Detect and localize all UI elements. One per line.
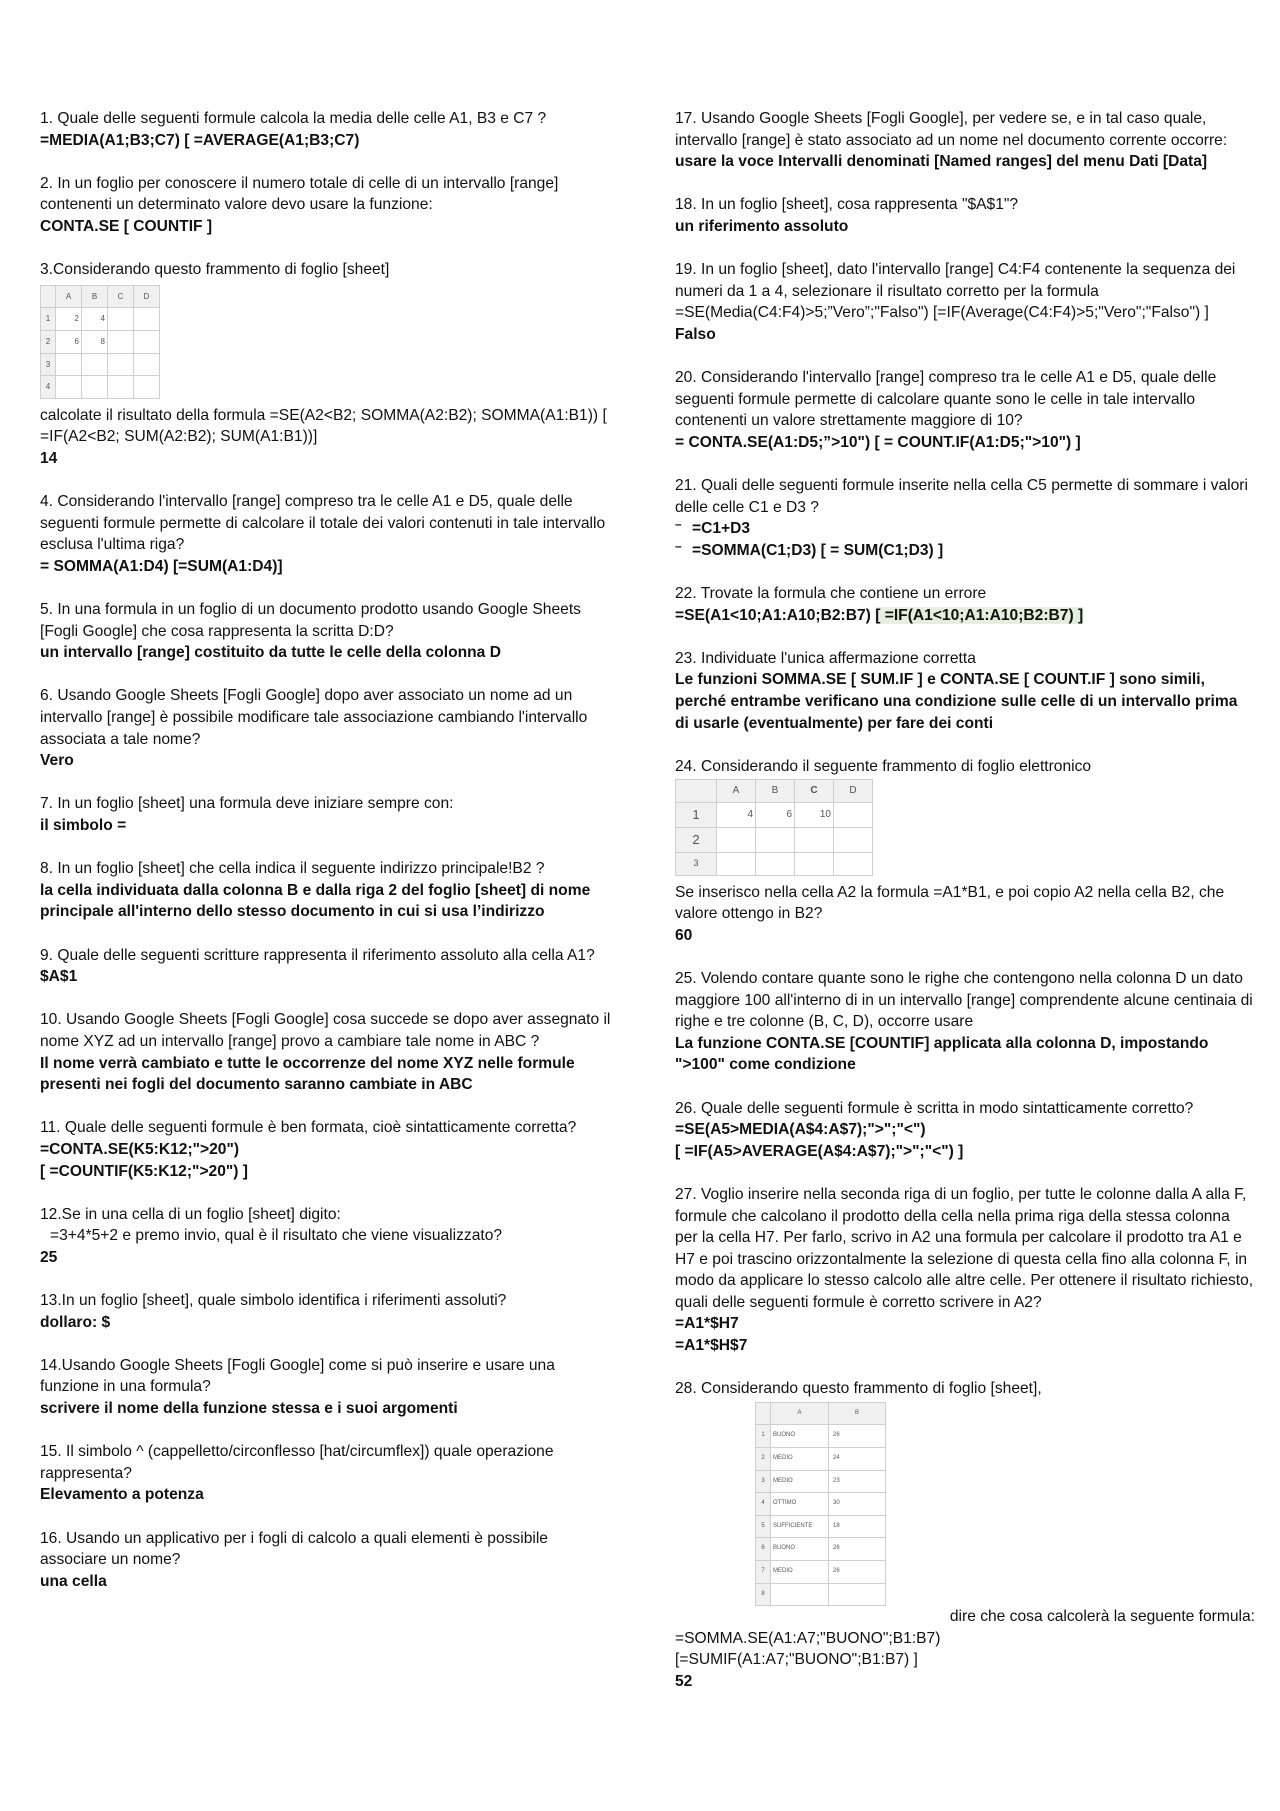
corner-cell [676, 780, 717, 803]
sheet-fragment-q3 [40, 285, 160, 399]
question-24 [675, 756, 1255, 947]
question-text-continued: calcolate il risultato della formula =SE(A2<B2; SOMMA(A2:B2); SOMMA(A1:B1)) [ =IF(A2<B2; SUM(A2:B2); SUM(A1:B1))] [40, 406, 607, 446]
question-text: 18. In un foglio [sheet], cosa rappresenta "$A$1"? [675, 196, 1019, 214]
answer-text: Elevamento a potenza [40, 1486, 204, 1504]
right-column [675, 108, 1255, 1714]
question-text: 10. Usando Google Sheets [Fogli Google] cosa succede se dopo aver assegnato il nome XYZ ad un intervallo [range] provo a cambiare tale nome in ABC ? [40, 1011, 611, 1050]
row-header: 2 [41, 330, 56, 353]
sheet-cell: 23 [829, 1470, 886, 1493]
answer-text: un riferimento assoluto [675, 217, 849, 235]
column-header: A [771, 1402, 829, 1425]
sheet-cell [56, 353, 82, 376]
question-1 [40, 108, 615, 151]
sheet-cell [756, 828, 795, 853]
question-text: 5. In una formula in un foglio di un documento prodotto usando Google Sheets [Fogli Google] che cosa rappresenta la scritta D:D? [40, 601, 581, 640]
question-14 [40, 1355, 615, 1420]
question-2 [40, 173, 615, 238]
answer-text: CONTA.SE [ COUNTIF ] [40, 217, 213, 235]
sheet-cell: 30 [829, 1493, 886, 1516]
sheet-cell [717, 828, 756, 853]
sheet-cell: BUONO [771, 1538, 829, 1561]
sheet-cell: 4 [82, 308, 108, 331]
sheet-cell: 6 [56, 330, 82, 353]
answer-text: 52 [675, 1672, 693, 1690]
row-header: 4 [41, 376, 56, 399]
answer-text: =CONTA.SE(K5:K12;">20") [40, 1140, 240, 1158]
question-13 [40, 1290, 615, 1333]
sheet-cell [829, 1583, 886, 1606]
sheet-cell: 10 [795, 803, 834, 828]
question-text: 21. Quali delle seguenti formule inserite nella cella C5 permette di sommare i valori delle celle C1 e D3 ? [675, 477, 1248, 516]
question-18 [675, 194, 1255, 237]
answer-text-alt: [ =IF(A5>AVERAGE(A$4:A$7);">";"<") ] [675, 1142, 964, 1160]
row-header: 1 [676, 803, 717, 828]
sheet-cell: MEDIO [771, 1561, 829, 1584]
answer-text: usare la voce Intervalli denominati [Named ranges] del menu Dati [Data] [675, 153, 1208, 171]
answer-text: una cella [40, 1572, 107, 1590]
answer-formula: =SE(A1<10;A1:A10;B2:B7) [675, 606, 871, 624]
question-text: 20. Considerando l'intervallo [range] compreso tra le celle A1 e D5, quale delle seguenti formule permette di calcolare quante sono le celle in tale intervallo contenenti un valore strettamente maggiore di 10? [675, 369, 1217, 430]
question-26 [675, 1098, 1255, 1163]
question-6 [40, 685, 615, 771]
answer-text: =A1*$H7 [675, 1315, 739, 1333]
question-text: 25. Volendo contare quante sono le righe che contengono nella colonna D un dato maggiore 100 all'interno di in un intervallo [range] comprendente alcune centinaia di righe e tre colonne (B, C, D), occorre usare [675, 969, 1253, 1031]
sheet-cell [134, 308, 160, 331]
highlighted-answer: [ =IF(A1<10;A1:A10;B2:B7) ] [875, 606, 1084, 624]
corner-cell [41, 285, 56, 308]
sheet-cell: SUFFICIENTE [771, 1515, 829, 1538]
sheet-cell [795, 853, 834, 876]
sheet-cell: MEDIO [771, 1448, 829, 1471]
answer-option: – =SOMMA(C1;D3) [ = SUM(C1;D3) ] [675, 540, 1255, 562]
question-text: 9. Quale delle seguenti scritture rappresenta il riferimento assoluto alla cella A1? [40, 946, 595, 964]
answer-text: 14 [40, 449, 58, 467]
row-header: 2 [756, 1448, 771, 1471]
column-header: B [82, 285, 108, 308]
sheet-cell [834, 803, 873, 828]
answer-text-alt: =A1*$H$7 [675, 1337, 748, 1355]
sheet-cell [82, 353, 108, 376]
question-15 [40, 1441, 615, 1506]
sheet-fragment-q24 [675, 779, 873, 875]
sheet-cell [834, 828, 873, 853]
column-header: D [134, 285, 160, 308]
answer-text: $A$1 [40, 968, 78, 986]
sheet-cell [756, 853, 795, 876]
question-text: 4. Considerando l'intervallo [range] compreso tra le celle A1 e D5, quale delle seguenti formule permette di calcolare il totale dei valori contenuti in tale intervallo esclusa l'ultima riga? [40, 493, 606, 554]
question-text: 2. In un foglio per conoscere il numero totale di celle di un intervallo [range] contenenti un determinato valore devo usare la funzione: [40, 174, 559, 214]
answer-text: il simbolo = [40, 817, 127, 834]
question-text: 19. In un foglio [sheet], dato l'intervallo [range] C4:F4 contenente la sequenza dei numeri da 1 a 4, selezionare il risultato corretto per la formula =SE(Media(C4:F4)>5;”Vero”;"Falso") [=IF(Average(C4:F4)>5;"Vero";"Falso") ] [675, 261, 1236, 322]
question-11 [40, 1117, 615, 1182]
answer-text: =MEDIA(A1;B3;C7) [ =AVERAGE(A1;B3;C7) [40, 131, 360, 149]
question-27 [675, 1184, 1255, 1357]
question-text: 26. Quale delle seguenti formule è scritta in modo sintatticamente corretto? [675, 1099, 1194, 1117]
answer-text: Le funzioni SOMMA.SE [ SUM.IF ] e CONTA.SE [ COUNT.IF ] sono simili, perché entrambe verificano una condizione sulle celle di un intervallo prima di usarle (eventualmente) per fare dei conti [675, 671, 1238, 732]
answer-text: 25 [40, 1248, 58, 1266]
answer-text [675, 605, 1255, 627]
question-text: 16. Usando un applicativo per i fogli di calcolo a quali elementi è possibile associare un nome? [40, 1529, 548, 1569]
question-5 [40, 599, 615, 664]
question-9 [40, 945, 615, 988]
row-header: 1 [41, 308, 56, 331]
sheet-cell [134, 376, 160, 399]
question-text-continued: Se inserisco nella cella A2 la formula =A1*B1, e poi copio A2 nella cella B2, che valore ottengo in B2? [675, 883, 1225, 923]
row-header: 6 [756, 1538, 771, 1561]
row-header: 4 [756, 1493, 771, 1516]
row-header: 8 [756, 1583, 771, 1606]
answer-text: un intervallo [range] costituito da tutte le celle della colonna D [40, 644, 501, 662]
left-column [40, 108, 615, 1614]
column-header: D [834, 780, 873, 803]
sheet-cell: 26 [829, 1561, 886, 1584]
formula-text-alt: [=SUMIF(A1:A7;"BUONO";B1:B7) ] [675, 1651, 918, 1669]
answer-text: la cella individuata dalla colonna B e dalla riga 2 del foglio [sheet] di nome principale all'interno dello stesso documento in cui si usa l’indirizzo [40, 881, 591, 921]
question-25 [675, 968, 1255, 1076]
answer-text: =SE(A5>MEDIA(A$4:A$7);">";"<") [675, 1121, 926, 1139]
sheet-cell [134, 330, 160, 353]
question-text: 6. Usando Google Sheets [Fogli Google] dopo aver associato un nome ad un intervallo [range] è possibile modificare tale associazione cambiando l'intervallo associata a tale nome? [40, 687, 588, 748]
row-header: 3 [676, 853, 717, 876]
answer-text: scrivere il nome della funzione stessa e i suoi argomenti [40, 1400, 458, 1418]
question-21 [675, 475, 1255, 561]
question-4 [40, 491, 615, 577]
question-text: 7. In un foglio [sheet] una formula deve iniziare sempre con: [40, 795, 454, 813]
sheet-cell [108, 330, 134, 353]
sheet-cell [795, 828, 834, 853]
sheet-cell [108, 308, 134, 331]
sheet-cell: BUONO [771, 1425, 829, 1448]
column-header: B [756, 780, 795, 803]
question-3 [40, 259, 615, 469]
sheet-cell: 26 [829, 1425, 886, 1448]
answer-text: Falso [675, 325, 716, 343]
answer-option: – =C1+D3 [675, 518, 1255, 540]
column-header: C [108, 285, 134, 308]
question-10 [40, 1009, 615, 1095]
question-text: 24. Considerando il seguente frammento di foglio elettronico [675, 757, 1092, 775]
question-text: 27. Voglio inserire nella seconda riga di un foglio, per tutte le colonne dalla A alla F, formule che calcolano il prodotto della cella nella prima riga della stessa colonna per la cella H7. Per farlo, scrivo in A2 una formula per calcolare il prodotto tra A1 e H7 e poi trascino orizzontalmente la selezione di questa cella fino alla colonna F, in modo da applicare lo stesso calcolo alle altre celle. Per ottenere il risultato richiesto, quali delle seguenti formule è corretto scrivere in A2? [675, 1185, 1254, 1311]
sheet-cell [717, 853, 756, 876]
sheet-cell: OTTIMO [771, 1493, 829, 1516]
question-19 [675, 259, 1255, 345]
answer-text: Il nome verrà cambiato e tutte le occorrenze del nome XYZ nelle formule presenti nei fogli del documento saranno cambiate in ABC [40, 1054, 575, 1094]
question-text: 8. In un foglio [sheet] che cella indica il seguente indirizzo principale!B2 ? [40, 860, 545, 878]
sheet-cell: 4 [717, 803, 756, 828]
question-text-continued: dire che cosa calcolerà la seguente formula: [949, 1608, 1255, 1626]
row-header: 3 [41, 353, 56, 376]
sheet-cell [134, 353, 160, 376]
question-text: 13.In un foglio [sheet], quale simbolo identifica i riferimenti assoluti? [40, 1292, 507, 1310]
question-text: 1. Quale delle seguenti formule calcola la media delle celle A1, B3 e C7 ? [40, 110, 547, 127]
column-header: C [795, 780, 834, 803]
answer-text: dollaro: $ [40, 1313, 111, 1331]
formula-text: =SOMMA.SE(A1:A7;"BUONO";B1:B7) [675, 1629, 941, 1647]
sheet-cell: 8 [82, 330, 108, 353]
question-text: 3.Considerando questo frammento di foglio [sheet] [40, 261, 390, 279]
answer-text: 60 [675, 926, 693, 944]
question-text: 14.Usando Google Sheets [Fogli Google] come si può inserire e usare una funzione in una formula? [40, 1356, 555, 1396]
question-28 [675, 1378, 1255, 1692]
row-header: 3 [756, 1470, 771, 1493]
column-header: B [829, 1402, 886, 1425]
question-text-continued: =3+4*5+2 e premo invio, qual è il risultato che viene visualizzato? [50, 1227, 503, 1245]
question-text: 11. Quale delle seguenti formule è ben formata, cioè sintatticamente corretta? [40, 1119, 577, 1137]
answer-text: La funzione CONTA.SE [COUNTIF] applicata alla colonna D, impostando ">100" come condizione [675, 1034, 1209, 1074]
column-header: A [717, 780, 756, 803]
row-header: 7 [756, 1561, 771, 1584]
question-16 [40, 1528, 615, 1593]
question-17 [675, 108, 1255, 173]
sheet-cell: MEDIO [771, 1470, 829, 1493]
question-text: 17. Usando Google Sheets [Fogli Google], per vedere se, e in tal caso quale, intervallo [range] è stato associato ad un nome nel documento corrente occorre: [675, 110, 1228, 149]
column-header: A [56, 285, 82, 308]
answer-text: = SOMMA(A1:D4) [=SUM(A1:D4)] [40, 557, 283, 575]
answer-text: = CONTA.SE(A1:D5;”>10") [ = COUNT.IF(A1:D5;">10") ] [675, 433, 1081, 451]
sheet-cell [108, 376, 134, 399]
sheet-fragment-q28 [755, 1402, 886, 1606]
sheet-cell: 26 [829, 1538, 886, 1561]
sheet-cell [834, 853, 873, 876]
sheet-cell: 6 [756, 803, 795, 828]
question-text: 28. Considerando questo frammento di foglio [sheet], [675, 1380, 1042, 1398]
question-text: 15. Il simbolo ^ (cappelletto/circonflesso [hat/circumflex]) quale operazione rappresenta? [40, 1443, 554, 1482]
sheet-cell: 2 [56, 308, 82, 331]
row-header: 1 [756, 1425, 771, 1448]
sheet-cell [108, 353, 134, 376]
question-8 [40, 858, 615, 923]
row-header: 5 [756, 1515, 771, 1538]
question-text: 22. Trovate la formula che contiene un errore [675, 585, 987, 603]
sheet-cell [82, 376, 108, 399]
question-23 [675, 648, 1255, 734]
sheet-cell: 24 [829, 1448, 886, 1471]
sheet-and-caption [675, 1400, 1255, 1628]
answer-text-alt: [ =COUNTIF(K5:K12;">20") ] [40, 1162, 249, 1180]
question-text: 12.Se in una cella di un foglio [sheet] digito: [40, 1205, 341, 1223]
question-20 [675, 367, 1255, 453]
corner-cell [756, 1402, 771, 1425]
question-7 [40, 793, 615, 836]
sheet-cell [771, 1583, 829, 1606]
answer-text: Vero [40, 752, 74, 770]
question-text: 23. Individuate l'unica affermazione corretta [675, 649, 976, 667]
question-12 [40, 1204, 615, 1269]
sheet-cell [56, 376, 82, 399]
question-22 [675, 583, 1255, 626]
row-header: 2 [676, 828, 717, 853]
sheet-cell: 18 [829, 1515, 886, 1538]
